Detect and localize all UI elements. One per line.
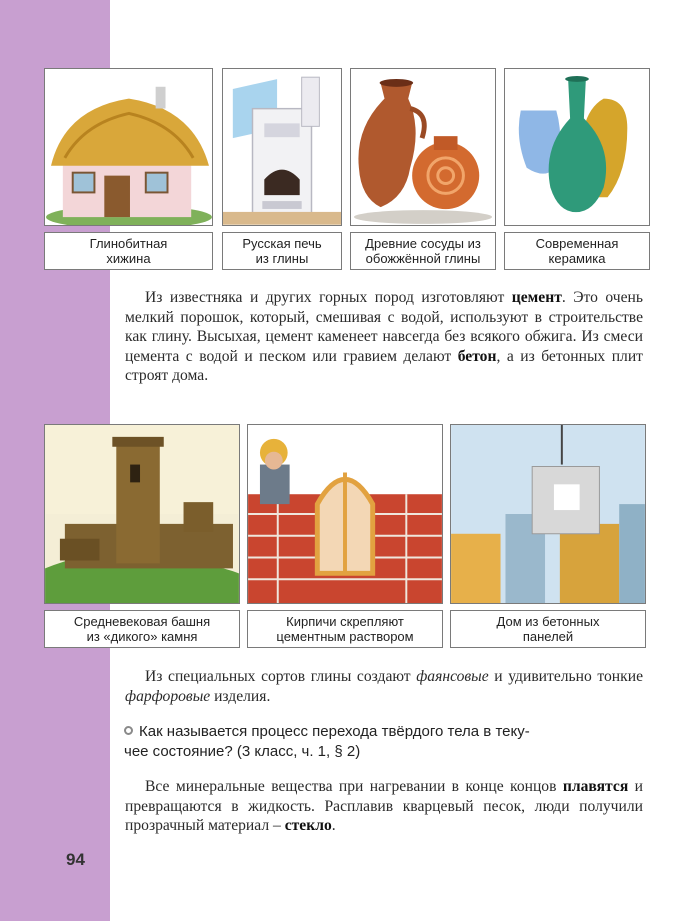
ancient-pots-image bbox=[350, 68, 496, 226]
term-melt: плавятся bbox=[562, 778, 629, 795]
caption-line: обожжённой глины bbox=[365, 251, 481, 266]
caption-bricklayer bbox=[247, 610, 443, 648]
caption-line: Русская печь bbox=[242, 236, 322, 251]
caption-thatched-hut bbox=[44, 232, 213, 270]
text-segment: и удивительно тонкие bbox=[488, 668, 643, 685]
caption-line: хижина bbox=[106, 251, 151, 266]
caption-modern-ceramics bbox=[504, 232, 650, 270]
term-concrete: бетон bbox=[457, 347, 497, 365]
caption-line: керамика bbox=[548, 251, 606, 266]
text-segment: Из известняка и других горных пород изготовляют bbox=[145, 289, 512, 306]
text-segment: изделия. bbox=[210, 687, 271, 705]
text-segment: . bbox=[331, 817, 336, 834]
caption-line: Древние сосуды из bbox=[365, 236, 481, 251]
text-segment: . Это очень мелкий порошок, который, смешивая с водой, используют в строительстве как глину. Высыхая, цемент каменеет навсегда без всякого обжига. Из смеси цемента с водой и песком или гравием делают bbox=[125, 289, 643, 365]
text-segment: Все минеральные вещества при нагревании в конце концов bbox=[145, 778, 563, 795]
paragraph-cement bbox=[125, 288, 643, 386]
term-faience: фаянсовые bbox=[416, 668, 489, 685]
modern-ceramics-image bbox=[504, 68, 650, 226]
review-question bbox=[124, 722, 644, 762]
question-line: чее состояние? (3 класс, ч. 1, § 2) bbox=[124, 743, 361, 760]
caption-line: Глинобитная bbox=[89, 236, 168, 251]
caption-line: Средневековая башня bbox=[73, 614, 211, 629]
text-segment: и превращаются в жидкость. Расплавив кварцевый песок, люди получили прозрачный материал – bbox=[125, 778, 643, 834]
caption-line: панелей bbox=[522, 629, 574, 644]
caption-line: Кирпичи скрепляют bbox=[286, 614, 404, 629]
russian-stove-image bbox=[222, 68, 342, 226]
paragraph-glass bbox=[125, 777, 643, 836]
page-number: 94 bbox=[66, 850, 85, 869]
bricklayer-image bbox=[247, 424, 443, 604]
caption-line: Современная bbox=[535, 236, 619, 251]
thatched-hut-image bbox=[44, 68, 213, 226]
term-glass: стекло bbox=[284, 817, 332, 834]
caption-line: Дом из бетонных bbox=[496, 614, 600, 629]
term-porcelain: фарфоровые bbox=[125, 687, 211, 705]
caption-line: цементным раствором bbox=[276, 629, 414, 644]
text-segment: Из специальных сортов глины создают bbox=[145, 668, 417, 685]
paragraph-porcelain bbox=[125, 667, 643, 706]
medieval-tower-image bbox=[44, 424, 240, 604]
text-segment: , а из бетонных плит строят дома. bbox=[125, 347, 643, 384]
caption-russian-stove bbox=[222, 232, 342, 270]
caption-ancient-pots bbox=[350, 232, 496, 270]
caption-panel-house bbox=[450, 610, 646, 648]
caption-line: из глины bbox=[255, 251, 309, 266]
panel-house-image bbox=[450, 424, 646, 604]
term-cement: цемент bbox=[511, 289, 562, 306]
caption-medieval-tower bbox=[44, 610, 240, 648]
question-bullet-icon bbox=[124, 726, 133, 735]
question-line: Как называется процесс перехода твёрдого тела в теку- bbox=[139, 723, 530, 740]
caption-line: из «дикого» камня bbox=[86, 629, 198, 644]
